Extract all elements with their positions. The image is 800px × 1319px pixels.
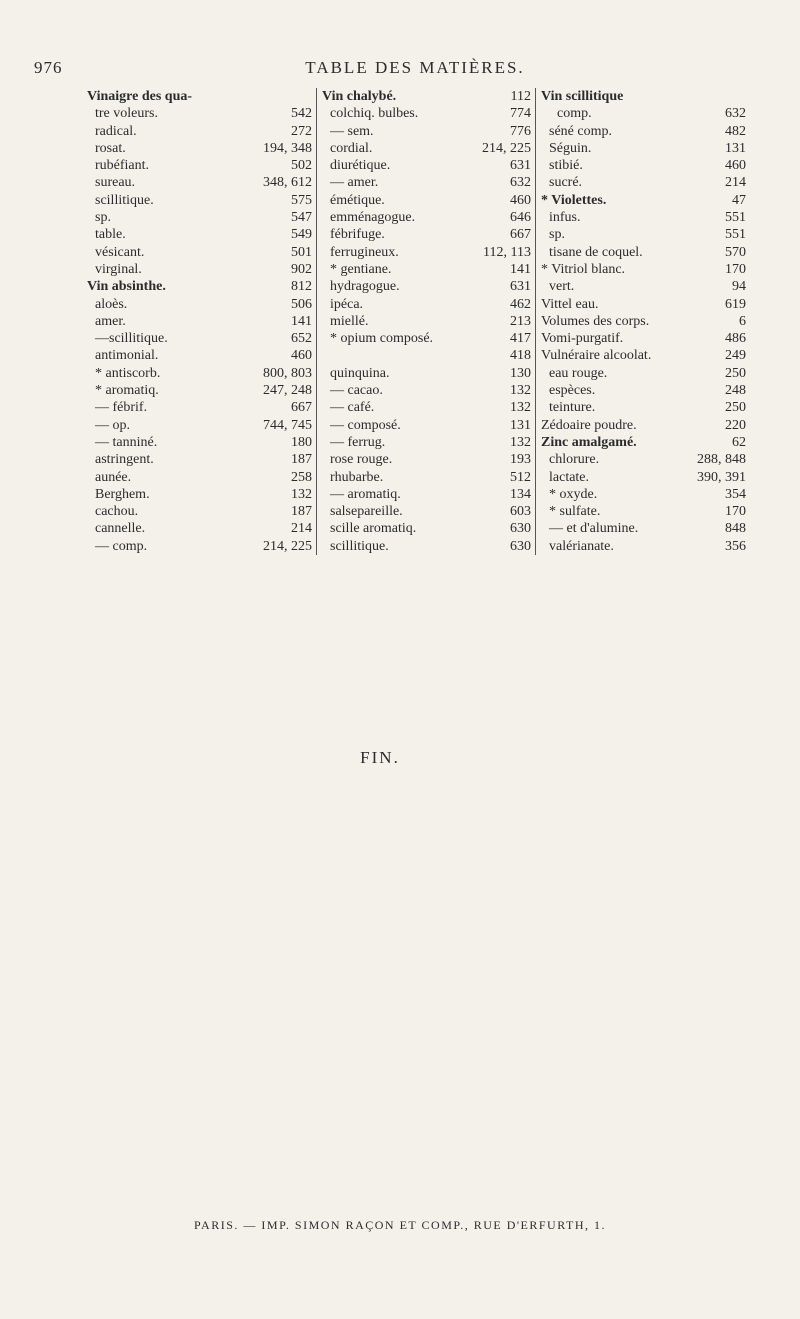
entry-term: — composé. [330,417,401,433]
entry-term: Vin scillitique [541,89,624,104]
index-entry [322,469,531,486]
entry-page-ref: 460 [291,348,312,364]
entry-page-ref: 630 [510,521,531,537]
entry-term: table. [95,227,126,243]
entry-term: astringent. [95,452,154,468]
index-entry [541,417,746,434]
entry-term: sucré. [549,175,583,191]
entry-term: valérianate. [549,538,614,554]
index-entry [87,140,312,157]
entry-term: miellé. [330,313,369,329]
entry-term: séné comp. [549,123,612,139]
index-entry [541,157,746,174]
entry-page-ref: 390, 391 [697,469,746,485]
entry-page-ref: 112 [510,89,531,104]
entry-term: ipéca. [330,296,364,312]
page-number: 976 [34,58,63,77]
index-entry [322,157,531,174]
entry-page-ref: 551 [725,210,746,226]
index-entry [541,278,746,295]
entry-term: — fébrif. [95,400,148,416]
entry-term: Berghem. [95,486,150,502]
entry-term: Vomi-purgatif. [541,331,624,347]
entry-page-ref: 632 [725,106,746,122]
entry-page-ref: 570 [725,244,746,260]
entry-page-ref: 134 [510,486,531,502]
index-entry [541,538,746,555]
entry-page-ref: 348, 612 [263,175,312,191]
entry-term: emménagogue. [330,210,416,226]
entry-page-ref: 220 [725,417,746,433]
entry-term: — sem. [330,123,374,139]
entry-term: * Violettes. [541,192,607,208]
entry-page-ref: 214, 225 [482,140,531,156]
entry-term: fébrifuge. [330,227,385,243]
entry-term: Volumes des corps. [541,313,650,329]
entry-page-ref: 812 [291,279,312,295]
entry-term: comp. [557,106,592,122]
entry-page-ref: 356 [725,538,746,554]
index-entry [322,486,531,503]
entry-term: eau rouge. [549,365,608,381]
entry-page-ref: 460 [725,158,746,174]
entry-page-ref: 214, 225 [263,538,312,554]
entry-term: antimonial. [95,348,159,364]
entry-page-ref: 646 [510,210,531,226]
entry-term: rose rouge. [330,452,393,468]
entry-term: hydragogue. [330,279,400,295]
index-entry [322,140,531,157]
index-entry [322,399,531,416]
entry-page-ref: 547 [291,210,312,226]
entry-term: — et d'alumine. [549,521,639,537]
entry-page-ref: 132 [510,434,531,450]
entry-term: * gentiane. [330,261,392,277]
entry-page-ref: 667 [510,227,531,243]
index-entry [322,123,531,140]
index-entry [322,313,531,330]
index-entry [322,209,531,226]
running-title: TABLE DES MATIÈRES. [305,58,525,77]
index-entry [87,382,312,399]
entry-term: quinquina. [330,365,390,381]
entry-term: * antiscorb. [95,365,161,381]
entry-term: scillitique. [330,538,389,554]
index-entry [322,503,531,520]
entry-page-ref: 632 [510,175,531,191]
entry-page-ref: 62 [732,434,746,450]
entry-page-ref: 187 [291,452,312,468]
entry-page-ref: 774 [510,106,531,122]
index-entry [322,538,531,555]
index-entry [322,417,531,434]
entry-page-ref: 460 [510,192,531,208]
entry-term: infus. [549,210,581,226]
index-entry [322,434,531,451]
entry-page-ref: 214 [725,175,746,191]
entry-term: — tanniné. [95,434,158,450]
entry-term: Vinaigre des qua- [87,89,193,104]
index-entry [541,399,746,416]
entry-page-ref: 214 [291,521,312,537]
index-entry [322,278,531,295]
entry-term: rhubarbe. [330,469,384,485]
entry-term: rosat. [95,140,126,156]
entry-term: — amer. [330,175,379,191]
entry-term: émétique. [330,192,385,208]
index-entry [87,347,312,364]
index-entry [541,226,746,243]
entry-term: Séguin. [549,140,592,156]
entry-term: rubéfiant. [95,158,150,174]
index-entry [541,174,746,191]
index-entry [322,330,531,347]
entry-page-ref: 486 [725,331,746,347]
entry-page-ref: 902 [291,261,312,277]
entry-page-ref: 482 [725,123,746,139]
entry-term: espèces. [549,383,596,399]
index-entry [322,174,531,191]
entry-term: vert. [549,279,575,295]
entry-page-ref: 248 [725,383,746,399]
entry-term: sp. [549,227,565,243]
entry-page-ref: 132 [510,400,531,416]
entry-term: lactate. [549,469,590,485]
entry-page-ref: 141 [510,261,531,277]
entry-term: Zédoaire poudre. [541,417,637,433]
index-column-2 [316,88,535,555]
entry-term: tisane de coquel. [549,244,643,260]
entry-term: — op. [95,417,130,433]
index-entry [541,261,746,278]
entry-term: — comp. [95,538,148,554]
index-entry [87,261,312,278]
entry-page-ref: 631 [510,158,531,174]
index-entry [322,451,531,468]
entry-term: * oxyde. [549,486,598,502]
entry-page-ref: 512 [510,469,531,485]
entry-term: radical. [95,123,137,139]
entry-term: — cacao. [330,383,383,399]
entry-term: aunée. [95,469,132,485]
entry-page-ref: 170 [725,504,746,520]
entry-term: vésicant. [95,244,145,260]
entry-page-ref: 112, 113 [483,244,531,260]
entry-page-ref: 272 [291,123,312,139]
entry-page-ref: 187 [291,504,312,520]
index-entry [541,451,746,468]
entry-page-ref: 249 [725,348,746,364]
index-entry [541,347,746,364]
entry-page-ref: 6 [739,313,746,329]
index-entry [87,157,312,174]
index-entry [322,261,531,278]
entry-page-ref: 667 [291,400,312,416]
entry-term: aloès. [95,296,128,312]
index-entry [322,192,531,209]
entry-page-ref: 258 [291,469,312,485]
entry-page-ref: 551 [725,227,746,243]
entry-term: — aromatiq. [330,486,401,502]
index-entry [87,417,312,434]
index-entry [322,244,531,261]
entry-page-ref: 170 [725,261,746,277]
index-entry [87,123,312,140]
index-entry [541,88,746,105]
entry-term: * aromatiq. [95,383,159,399]
entry-term: * Vitriol blanc. [541,261,626,277]
entry-page-ref: 800, 803 [263,365,312,381]
entry-term: Zinc amalgamé. [541,434,637,450]
index-entry [87,451,312,468]
index-entry [322,520,531,537]
index-entry [87,538,312,555]
entry-term: scille aromatiq. [330,521,417,537]
entry-page-ref: 462 [510,296,531,312]
entry-page-ref: 603 [510,504,531,520]
index-entry [541,123,746,140]
entry-page-ref: 132 [510,383,531,399]
index-entry [541,434,746,451]
index-column-3 [535,88,750,555]
entry-term: — ferrug. [330,434,386,450]
entry-page-ref: 631 [510,279,531,295]
entry-term: Vin chalybé. [322,89,397,104]
index-entry [87,520,312,537]
index-entry [541,105,746,122]
index-entry [541,469,746,486]
entry-term: scillitique. [95,192,154,208]
entry-page-ref: 418 [510,348,531,364]
entry-page-ref: 744, 745 [263,417,312,433]
entry-page-ref: 575 [291,192,312,208]
entry-term: Vulnéraire alcoolat. [541,348,652,364]
entry-page-ref: 141 [291,313,312,329]
entry-page-ref: 193 [510,452,531,468]
entry-page-ref: 417 [510,331,531,347]
index-entry [87,399,312,416]
entry-term: Vittel eau. [541,296,599,312]
index-entry [87,278,312,295]
index-entry [322,296,531,313]
entry-term: sp. [95,210,111,226]
entry-term: * opium composé. [330,331,434,347]
entry-term: —scillitique. [95,331,168,347]
entry-page-ref: 213 [510,313,531,329]
entry-page-ref: 542 [291,106,312,122]
fin-label: FIN. [360,748,400,767]
entry-term: cordial. [330,140,373,156]
entry-page-ref: 94 [732,279,746,295]
entry-term: diurétique. [330,158,391,174]
entry-term: cannelle. [95,521,146,537]
index-entry [541,244,746,261]
entry-page-ref: 131 [510,417,531,433]
index-entry [541,365,746,382]
index-entry [87,313,312,330]
index-entry [87,434,312,451]
entry-term: chlorure. [549,452,600,468]
index-entry [87,105,312,122]
index-entry [87,88,312,105]
entry-term: stibié. [549,158,583,174]
entry-page-ref: 848 [725,521,746,537]
entry-term: salsepareille. [330,504,403,520]
entry-term: cachou. [95,504,139,520]
entry-page-ref: 619 [725,296,746,312]
entry-term: Vin absinthe. [87,279,166,295]
entry-page-ref: 501 [291,244,312,260]
imprint-line: PARIS. — IMP. SIMON RAÇON ET COMP., RUE D'ERFURTH, 1. [193,1218,606,1232]
index-entry [541,486,746,503]
index-entry [541,503,746,520]
entry-page-ref: 47 [732,192,746,208]
entry-page-ref: 354 [725,486,746,502]
index-entry [322,347,531,364]
entry-term: teinture. [549,400,596,416]
index-entry [322,226,531,243]
entry-term: colchiq. bulbes. [330,106,419,122]
entry-term: virginal. [95,261,142,277]
index-entry [322,382,531,399]
index-entry [322,88,531,105]
index-column-1 [82,88,316,555]
entry-page-ref: 131 [725,140,746,156]
entry-term: tre voleurs. [95,106,158,122]
entry-page-ref: 502 [291,158,312,174]
entry-page-ref: 776 [510,123,531,139]
entry-page-ref: 652 [291,331,312,347]
entry-term: * sulfate. [549,504,601,520]
entry-page-ref: 180 [291,434,312,450]
entry-page-ref: 506 [291,296,312,312]
index-entry [541,296,746,313]
entry-page-ref: 250 [725,365,746,381]
index-entry [541,140,746,157]
entry-page-ref: 194, 348 [263,140,312,156]
index-entry [322,365,531,382]
index-entry [541,330,746,347]
index-entry [87,192,312,209]
index-columns [82,88,750,555]
index-entry [87,174,312,191]
index-entry [541,382,746,399]
index-entry [87,469,312,486]
entry-term: — café. [330,400,375,416]
index-entry [541,209,746,226]
entry-term: amer. [95,313,126,329]
index-entry [87,296,312,313]
entry-term: sureau. [95,175,136,191]
index-entry [87,365,312,382]
index-entry [541,192,746,209]
index-entry [87,330,312,347]
index-entry [87,244,312,261]
index-entry [541,313,746,330]
entry-page-ref: 630 [510,538,531,554]
index-entry [541,520,746,537]
index-entry [322,105,531,122]
entry-page-ref: 549 [291,227,312,243]
entry-page-ref: 250 [725,400,746,416]
index-entry [87,209,312,226]
entry-page-ref: 247, 248 [263,383,312,399]
entry-page-ref: 132 [291,486,312,502]
entry-term: ferrugineux. [330,244,399,260]
entry-page-ref: 130 [510,365,531,381]
index-entry [87,226,312,243]
entry-page-ref: 288, 848 [697,452,746,468]
index-entry [87,503,312,520]
index-entry [87,486,312,503]
